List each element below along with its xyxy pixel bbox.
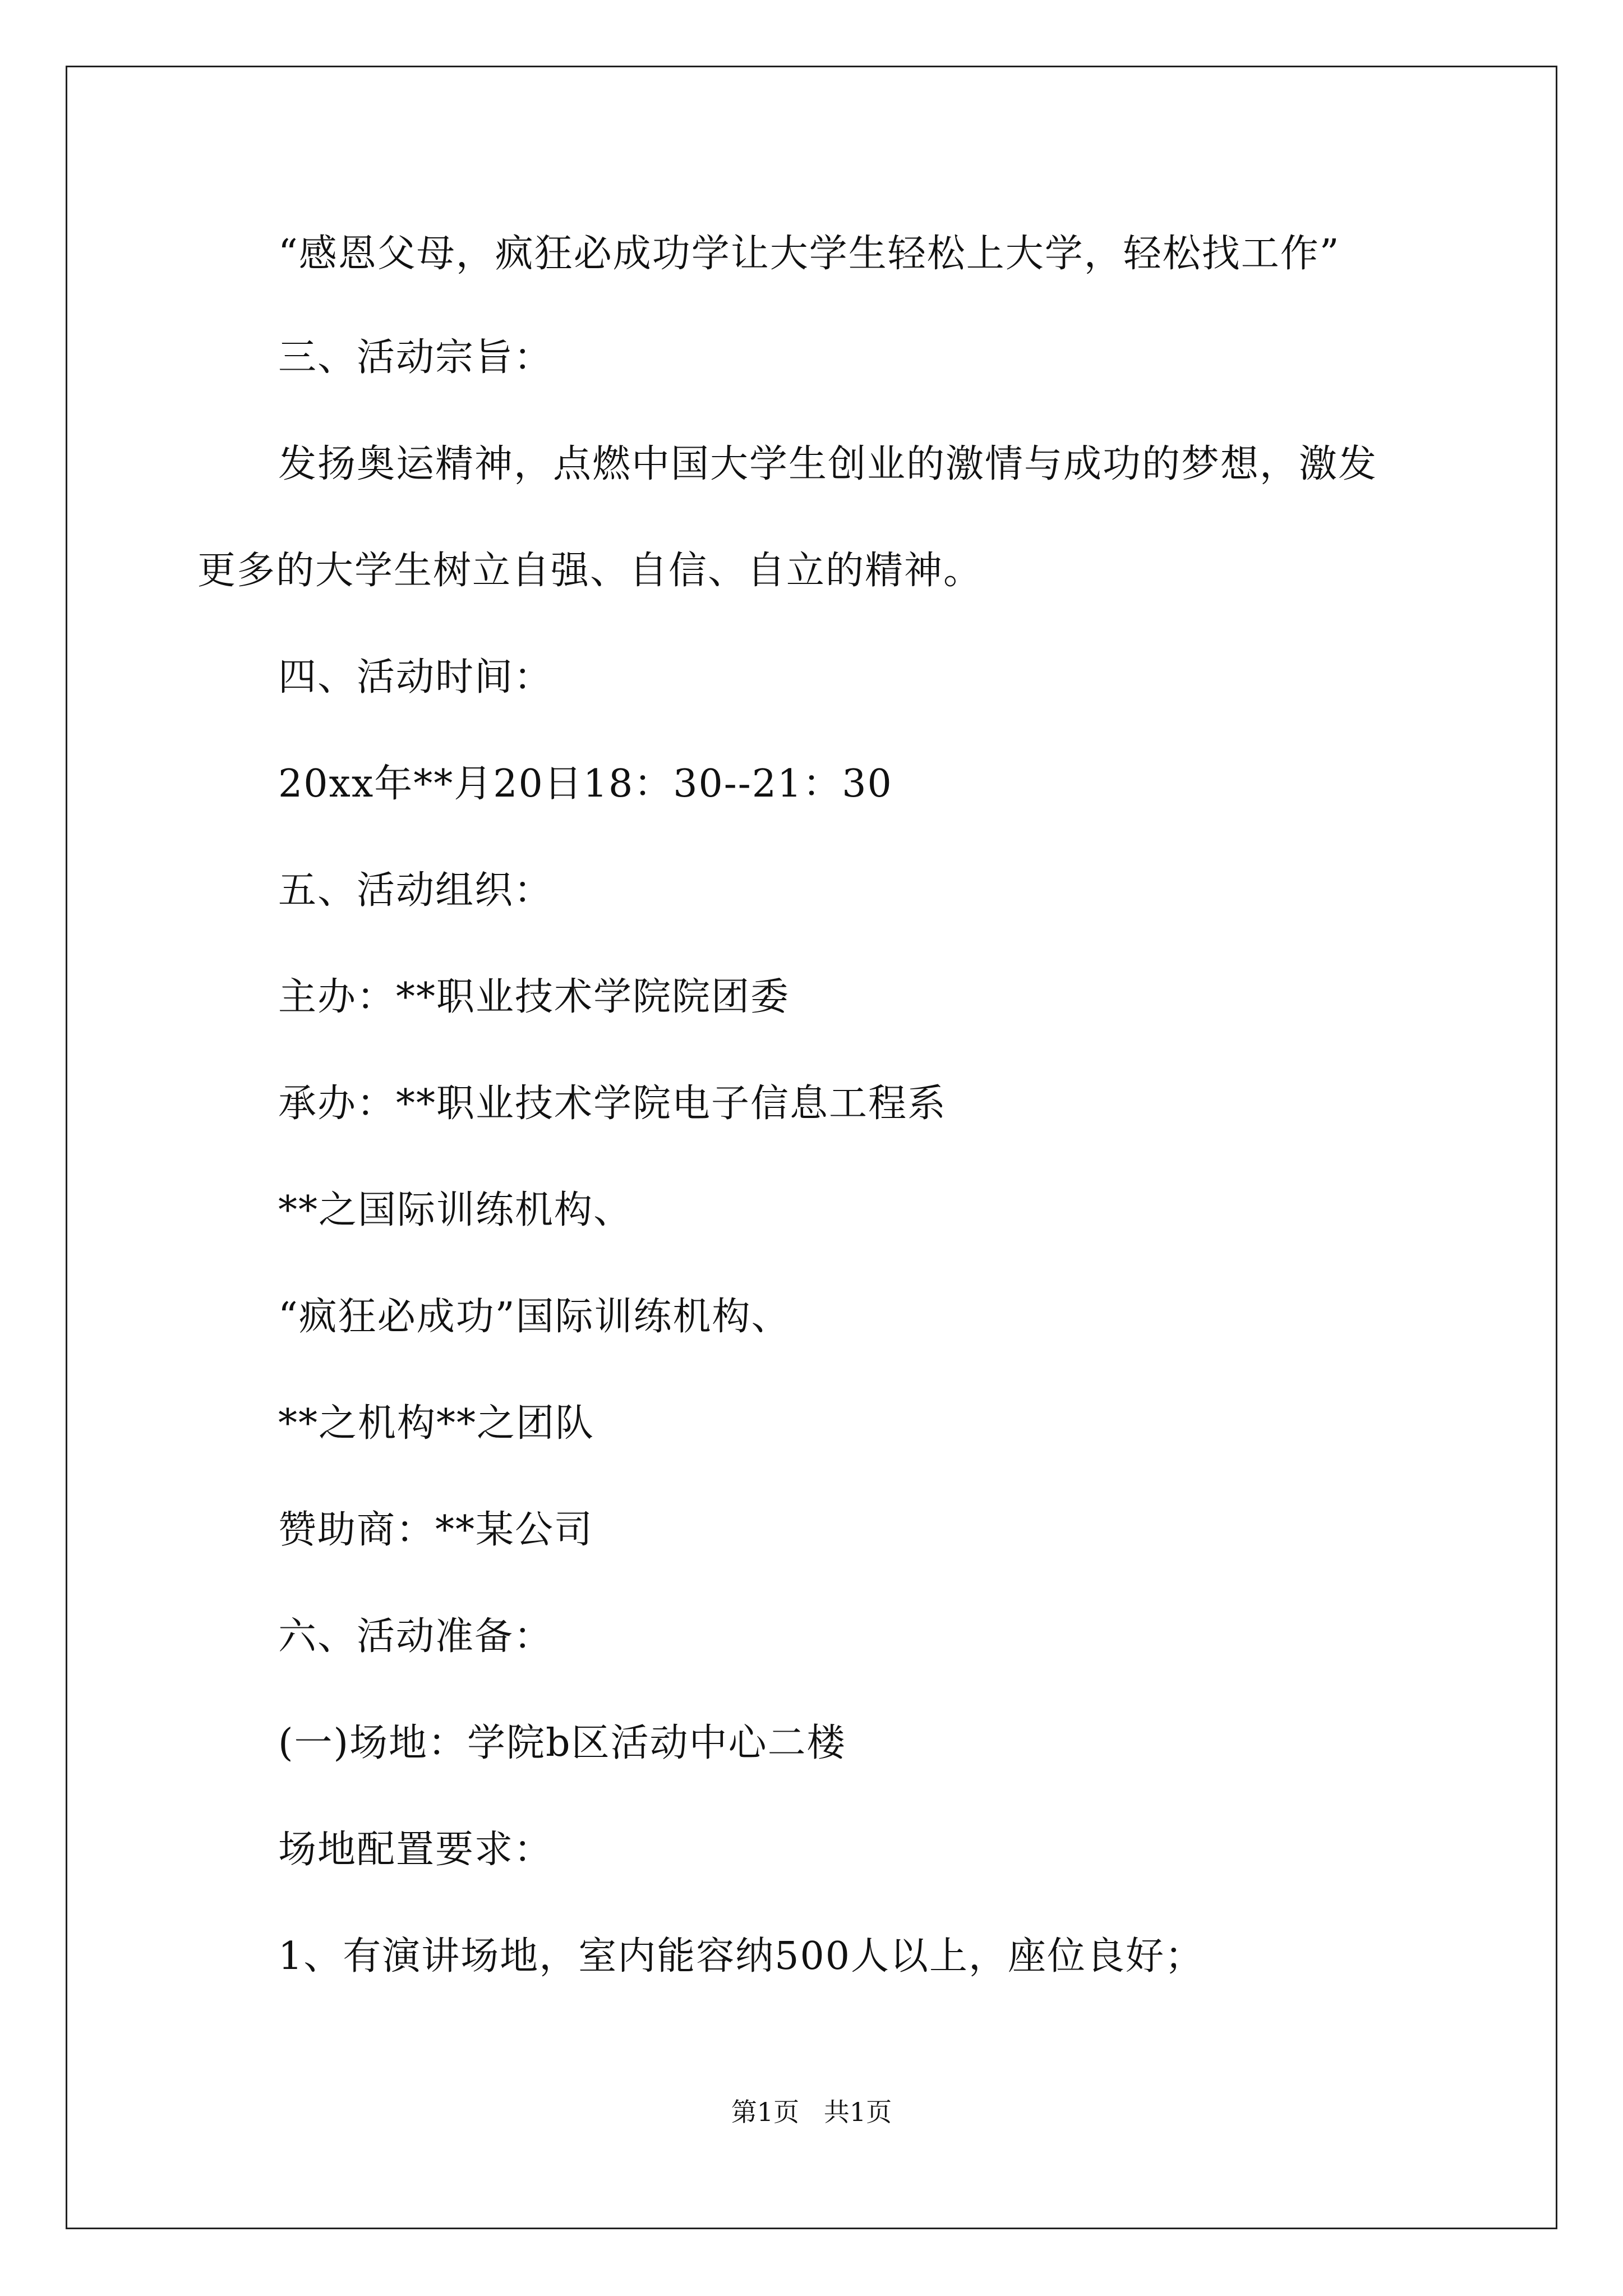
paragraph-slogan: “感恩父母，疯狂必成功学让大学生轻松上大学，轻松找工作” [278,232,1340,276]
paragraph-co-organizer-3: **之机构**之团队 [278,1401,595,1446]
paragraph-co-organizer-1: **之国际训练机构、 [278,1188,633,1232]
paragraph-requirement-1: 1、有演讲场地，室内能容纳500人以上，座位良好； [278,1934,1205,1978]
paragraph-host: 主办：**职业技术学院院团委 [278,975,790,1019]
paragraph-venue-requirements: 场地配置要求： [278,1828,554,1872]
paragraph-sponsor: 赞助商：**某公司 [278,1508,594,1552]
paragraph-activity-time: 20xx年**月20日18：30--21：30 [278,762,893,806]
paragraph-purpose-line-1: 发扬奥运精神，点燃中国大学生创业的激情与成功的梦想，激发 [278,442,1378,486]
paragraph-organizer: 承办：**职业技术学院电子信息工程系 [278,1082,947,1126]
paragraph-venue: (一)场地：学院b区活动中心二楼 [278,1721,846,1765]
heading-activity-organization: 五、活动组织： [278,868,554,913]
heading-activity-preparation: 六、活动准备： [278,1614,554,1659]
page-border [66,66,1557,2229]
paragraph-purpose-line-2: 更多的大学生树立自强、自信、自立的精神。 [197,549,983,593]
page-footer: 第1页 共1页 [731,2097,892,2127]
paragraph-co-organizer-2: “疯狂必成功”国际训练机构、 [278,1295,791,1339]
heading-activity-time: 四、活动时间： [278,655,554,700]
heading-activity-purpose: 三、活动宗旨： [278,335,554,380]
